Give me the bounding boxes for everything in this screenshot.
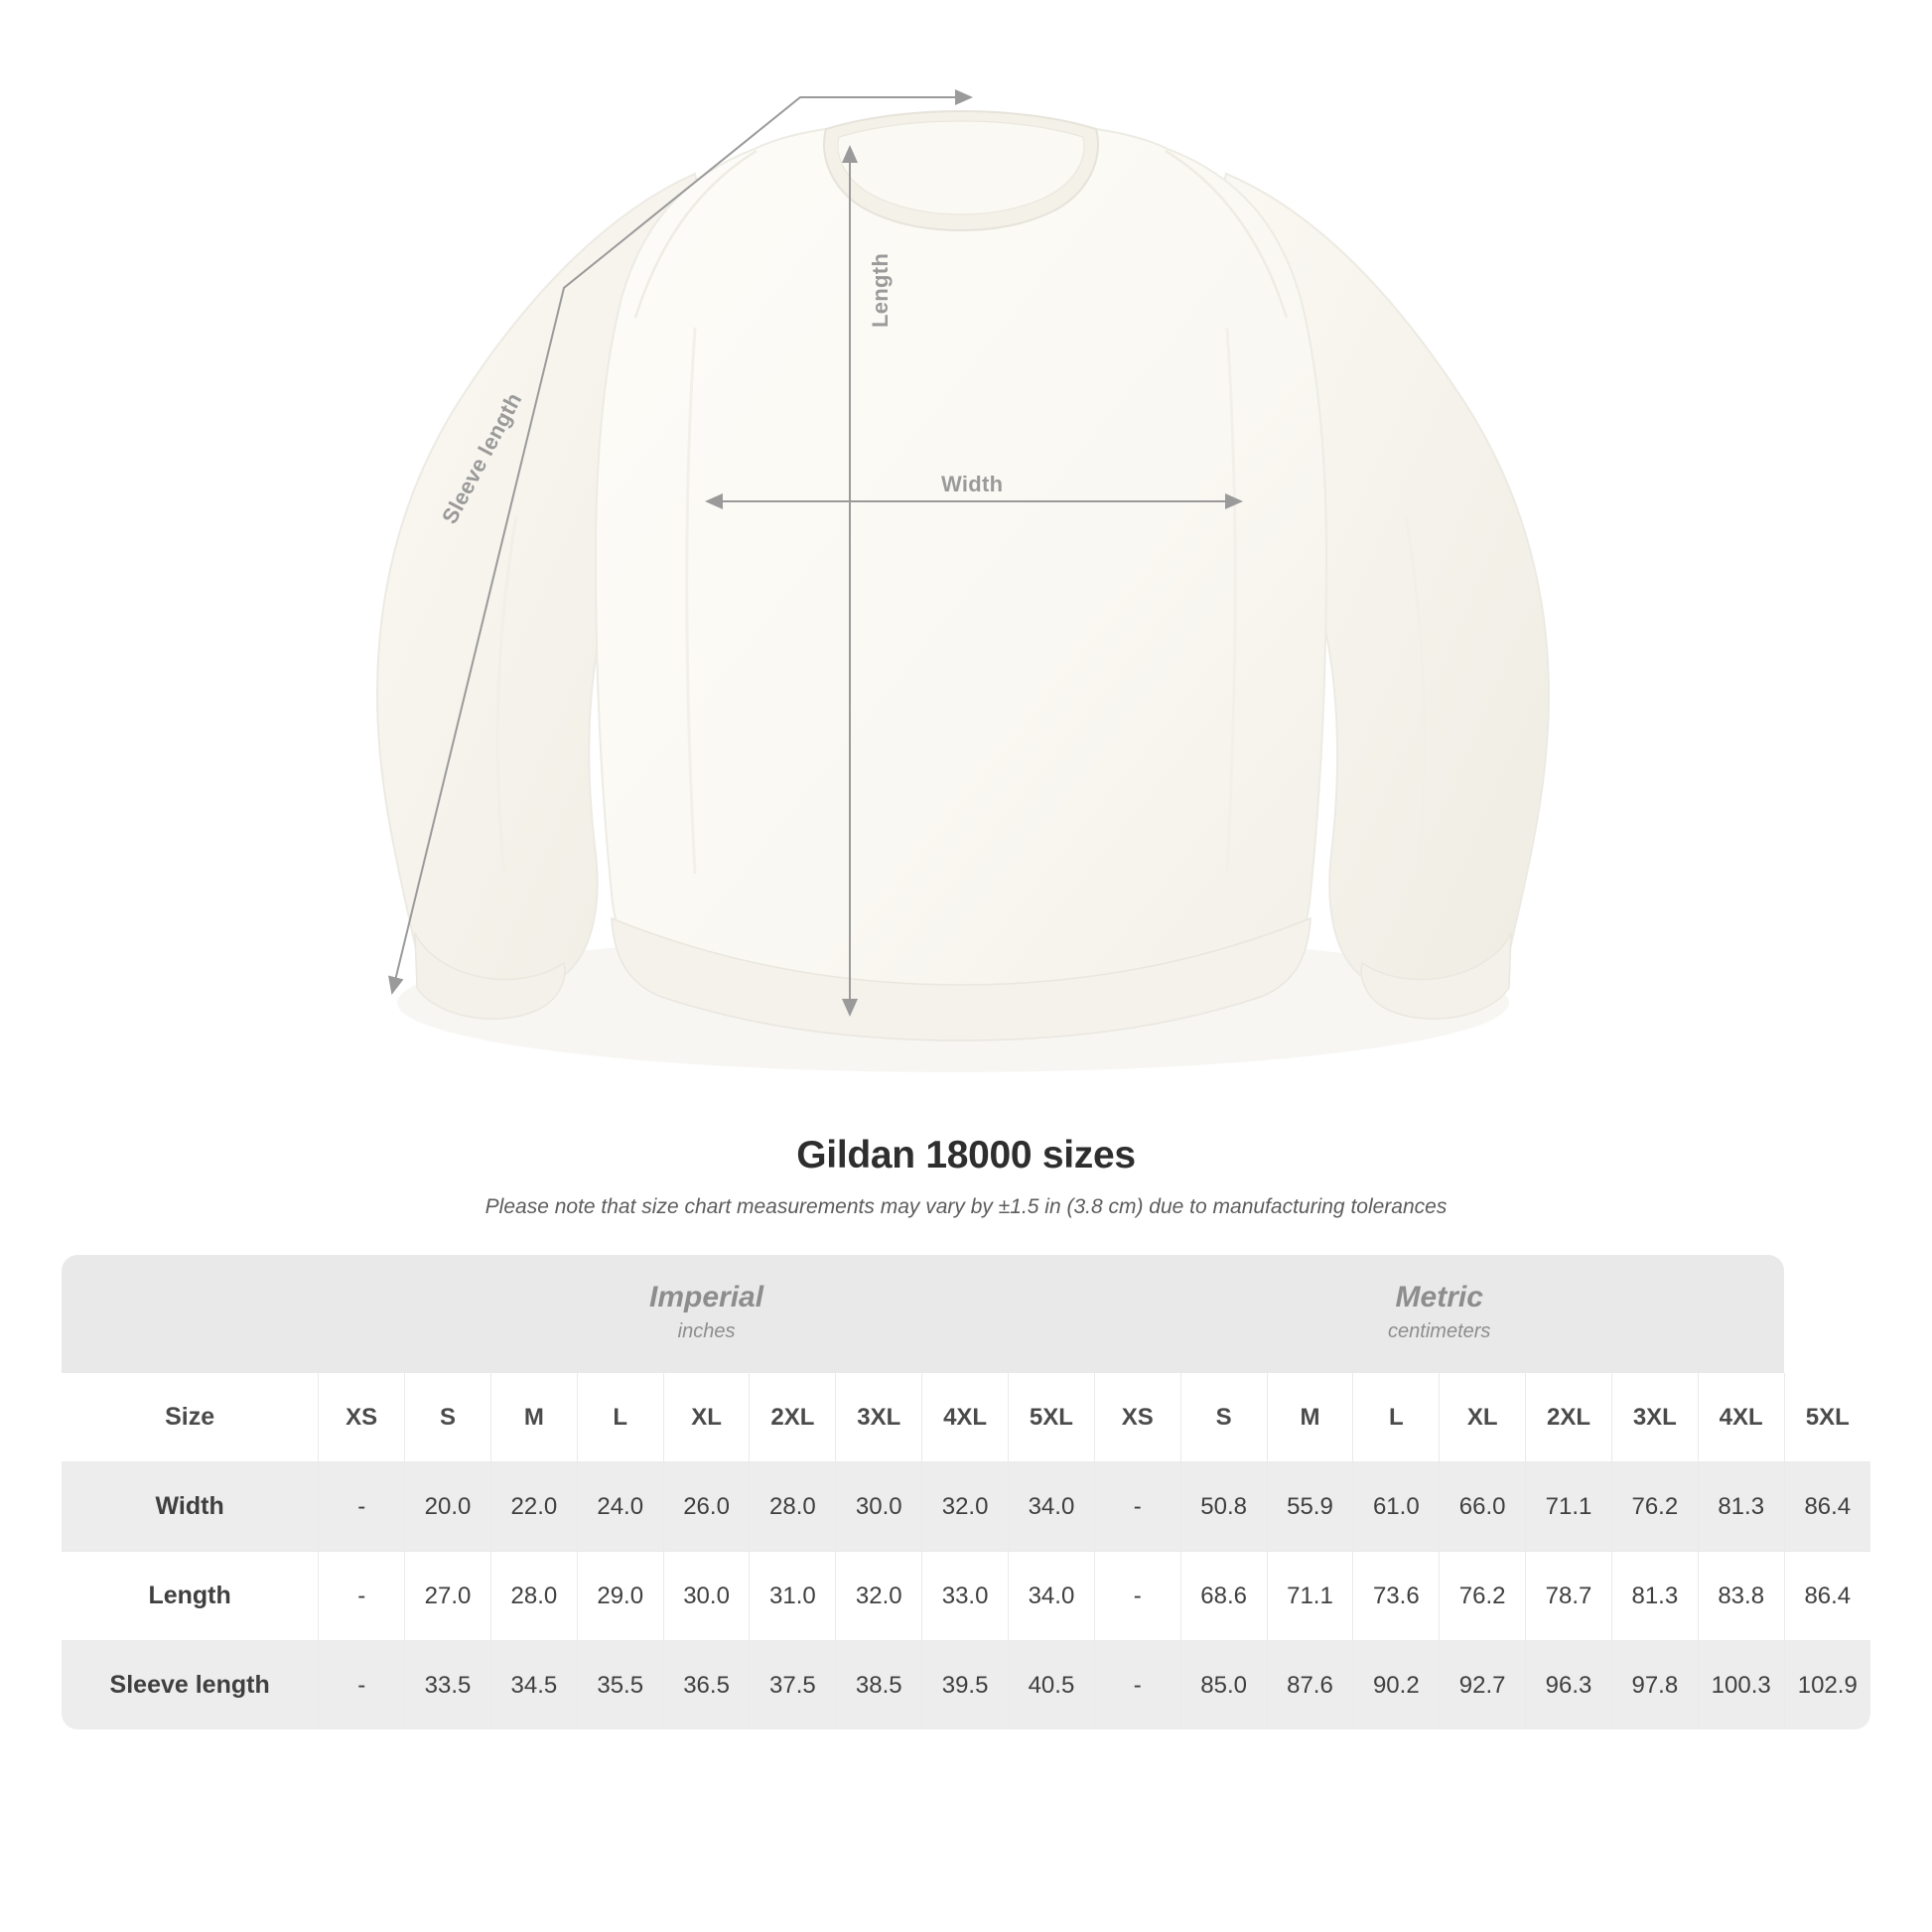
cell: 55.9 — [1267, 1462, 1353, 1552]
cell: 68.6 — [1180, 1552, 1267, 1641]
cell: 30.0 — [663, 1552, 750, 1641]
size-header-cell: L — [1353, 1373, 1440, 1462]
cell: 71.1 — [1526, 1462, 1612, 1552]
size-header-cell: M — [490, 1373, 577, 1462]
cell: 76.2 — [1440, 1552, 1526, 1641]
title-block — [0, 1134, 1932, 1219]
unit-group-imperial — [319, 1255, 1095, 1373]
unit-header-spacer — [62, 1255, 319, 1373]
cell: 86.4 — [1784, 1552, 1870, 1641]
cell: 87.6 — [1267, 1641, 1353, 1730]
size-table-wrap — [62, 1255, 1870, 1729]
row-label-width: Width — [62, 1462, 319, 1552]
cell: 90.2 — [1353, 1641, 1440, 1730]
cell: - — [1094, 1462, 1180, 1552]
size-header-cell: S — [405, 1373, 491, 1462]
cell: 78.7 — [1526, 1552, 1612, 1641]
cell: 100.3 — [1698, 1641, 1784, 1730]
size-header-cell: XL — [1440, 1373, 1526, 1462]
unit-header-row — [62, 1255, 1870, 1373]
size-header-cell: L — [577, 1373, 663, 1462]
cell: - — [319, 1462, 405, 1552]
width-dimension-label: Width — [941, 472, 1004, 496]
cell: 34.5 — [490, 1641, 577, 1730]
cell: 83.8 — [1698, 1552, 1784, 1641]
cell: 33.0 — [922, 1552, 1009, 1641]
cell: 32.0 — [836, 1552, 922, 1641]
cell: 81.3 — [1698, 1462, 1784, 1552]
cell: 81.3 — [1611, 1552, 1698, 1641]
size-header-cell: 2XL — [1526, 1373, 1612, 1462]
row-label-length: Length — [62, 1552, 319, 1641]
cell: 22.0 — [490, 1462, 577, 1552]
tolerance-note: Please note that size chart measurements may vary by ±1.5 in (3.8 cm) due to manufacturing tolerances — [484, 1195, 1448, 1218]
size-header-cell: 3XL — [836, 1373, 922, 1462]
cell: 86.4 — [1784, 1462, 1870, 1552]
cell: 39.5 — [922, 1641, 1009, 1730]
cell: 71.1 — [1267, 1552, 1353, 1641]
size-header-cell: M — [1267, 1373, 1353, 1462]
cell: 76.2 — [1611, 1462, 1698, 1552]
cell: 37.5 — [750, 1641, 836, 1730]
cell: 36.5 — [663, 1641, 750, 1730]
cell: - — [319, 1641, 405, 1730]
cell: 26.0 — [663, 1462, 750, 1552]
unit-group-metric-subtitle: centimeters — [1388, 1320, 1491, 1342]
cell: 102.9 — [1784, 1641, 1870, 1730]
unit-group-metric — [1094, 1255, 1784, 1373]
cell: 30.0 — [836, 1462, 922, 1552]
page-title: Gildan 18000 sizes — [796, 1134, 1136, 1176]
size-header-cell: 5XL — [1009, 1373, 1095, 1462]
cell: 40.5 — [1009, 1641, 1095, 1730]
sleeve-length-dimension-label: Sleeve length — [437, 388, 527, 528]
size-header-cell: 4XL — [922, 1373, 1009, 1462]
table-row — [62, 1641, 1870, 1730]
cell: 28.0 — [490, 1552, 577, 1641]
cell: - — [1094, 1552, 1180, 1641]
cell: 32.0 — [922, 1462, 1009, 1552]
unit-group-imperial-subtitle: inches — [677, 1320, 736, 1342]
row-label-sleeve-length: Sleeve length — [62, 1641, 319, 1730]
table-row — [62, 1552, 1870, 1641]
cell: 97.8 — [1611, 1641, 1698, 1730]
cell: - — [319, 1552, 405, 1641]
size-header-cell: S — [1180, 1373, 1267, 1462]
cell: 38.5 — [836, 1641, 922, 1730]
cell: 34.0 — [1009, 1462, 1095, 1552]
cell: 92.7 — [1440, 1641, 1526, 1730]
cell: 73.6 — [1353, 1552, 1440, 1641]
cell: 24.0 — [577, 1462, 663, 1552]
size-header-cell: XS — [319, 1373, 405, 1462]
cell: 85.0 — [1180, 1641, 1267, 1730]
size-table — [62, 1255, 1870, 1729]
unit-group-metric-title: Metric — [1395, 1281, 1483, 1313]
table-row — [62, 1462, 1870, 1552]
cell: 28.0 — [750, 1462, 836, 1552]
cell: 35.5 — [577, 1641, 663, 1730]
size-header-cell: 5XL — [1784, 1373, 1870, 1462]
cell: 33.5 — [405, 1641, 491, 1730]
size-header-cell: XL — [663, 1373, 750, 1462]
cell: 34.0 — [1009, 1552, 1095, 1641]
cell: 61.0 — [1353, 1462, 1440, 1552]
size-header-row — [62, 1373, 1870, 1462]
cell: 66.0 — [1440, 1462, 1526, 1552]
row-header-label: Size — [62, 1373, 319, 1462]
cell: 31.0 — [750, 1552, 836, 1641]
cell: 50.8 — [1180, 1462, 1267, 1552]
cell: - — [1094, 1641, 1180, 1730]
cell: 96.3 — [1526, 1641, 1612, 1730]
cell: 27.0 — [405, 1552, 491, 1641]
size-header-cell: 4XL — [1698, 1373, 1784, 1462]
unit-group-imperial-title: Imperial — [649, 1281, 764, 1313]
size-header-cell: 2XL — [750, 1373, 836, 1462]
size-header-cell: XS — [1094, 1373, 1180, 1462]
cell: 20.0 — [405, 1462, 491, 1552]
size-header-cell: 3XL — [1611, 1373, 1698, 1462]
cell: 29.0 — [577, 1552, 663, 1641]
length-dimension-label: Length — [868, 252, 893, 328]
